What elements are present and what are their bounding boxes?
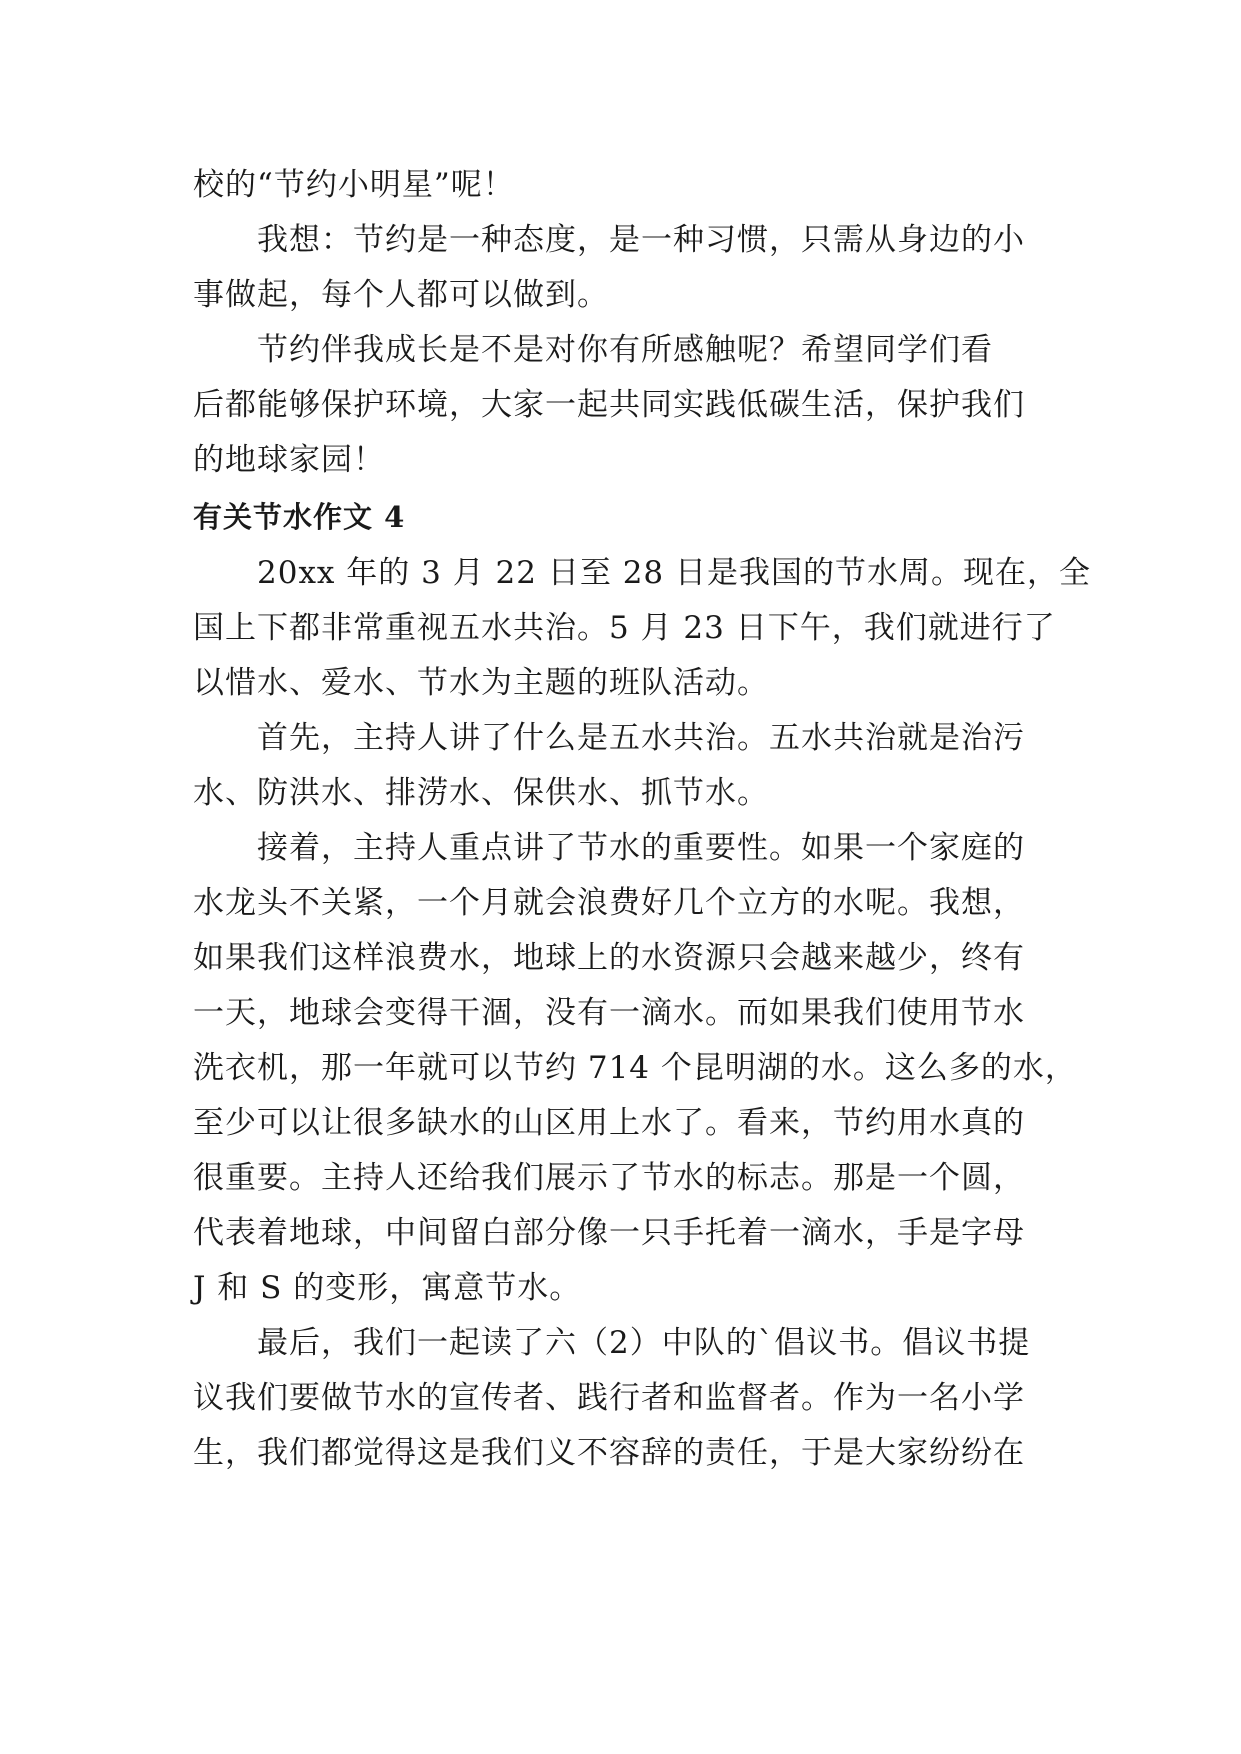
text-line: 如果我们这样浪费水，地球上的水资源只会越来越少，终有 bbox=[193, 940, 1025, 976]
paragraph bbox=[193, 546, 1092, 711]
text-line: 接着，主持人重点讲了节水的重要性。如果一个家庭的 bbox=[257, 830, 1025, 866]
text-line: 我想：节约是一种态度，是一种习惯，只需从身边的小 bbox=[257, 222, 1025, 258]
text-line: 生，我们都觉得这是我们义不容辞的责任，于是大家纷纷在 bbox=[193, 1435, 1025, 1471]
paragraph bbox=[193, 213, 1053, 323]
text-line: 后都能够保护环境，大家一起共同实践低碳生活，保护我们 bbox=[193, 387, 1025, 423]
paragraph bbox=[193, 323, 1053, 488]
text-line: 一天，地球会变得干涸，没有一滴水。而如果我们使用节水 bbox=[193, 995, 1025, 1031]
text-line: J 和 S 的变形，寓意节水。 bbox=[193, 1270, 582, 1306]
text-line: 首先，主持人讲了什么是五水共治。五水共治就是治污 bbox=[257, 720, 1025, 756]
text-line: 节约伴我成长是不是对你有所感触呢？希望同学们看 bbox=[257, 332, 993, 368]
text-line: 20xx 年的 3 月 22 日至 28 日是我国的节水周。现在，全 bbox=[257, 555, 1092, 591]
paragraph bbox=[193, 158, 1053, 213]
heading-text: 有关节水作文 4 bbox=[193, 500, 406, 534]
paragraph bbox=[193, 1316, 1053, 1481]
text-line: 校的“节约小明星”呢！ bbox=[193, 167, 515, 203]
text-line: 以惜水、爱水、节水为主题的班队活动。 bbox=[193, 665, 769, 701]
section-heading bbox=[193, 488, 1053, 546]
text-line: 议我们要做节水的宣传者、践行者和监督者。作为一名小学 bbox=[193, 1380, 1025, 1416]
text-line: 洗衣机，那一年就可以节约 714 个昆明湖的水。这么多的水， bbox=[193, 1050, 1077, 1086]
text-line: 最后，我们一起读了六（2）中队的`倡议书。倡议书提 bbox=[257, 1325, 1031, 1361]
document-body bbox=[193, 158, 1092, 1481]
paragraph bbox=[193, 821, 1077, 1316]
text-line: 水龙头不关紧，一个月就会浪费好几个立方的水呢。我想， bbox=[193, 885, 1025, 921]
paragraph bbox=[193, 711, 1053, 821]
text-line: 水、防洪水、排涝水、保供水、抓节水。 bbox=[193, 775, 769, 811]
text-line: 至少可以让很多缺水的山区用上水了。看来，节约用水真的 bbox=[193, 1105, 1025, 1141]
text-line: 的地球家园！ bbox=[193, 442, 385, 478]
text-line: 很重要。主持人还给我们展示了节水的标志。那是一个圆， bbox=[193, 1160, 1025, 1196]
text-line: 国上下都非常重视五水共治。5 月 23 日下午，我们就进行了 bbox=[193, 610, 1056, 646]
text-line: 事做起，每个人都可以做到。 bbox=[193, 277, 609, 313]
text-line: 代表着地球，中间留白部分像一只手托着一滴水，手是字母 bbox=[193, 1215, 1025, 1251]
